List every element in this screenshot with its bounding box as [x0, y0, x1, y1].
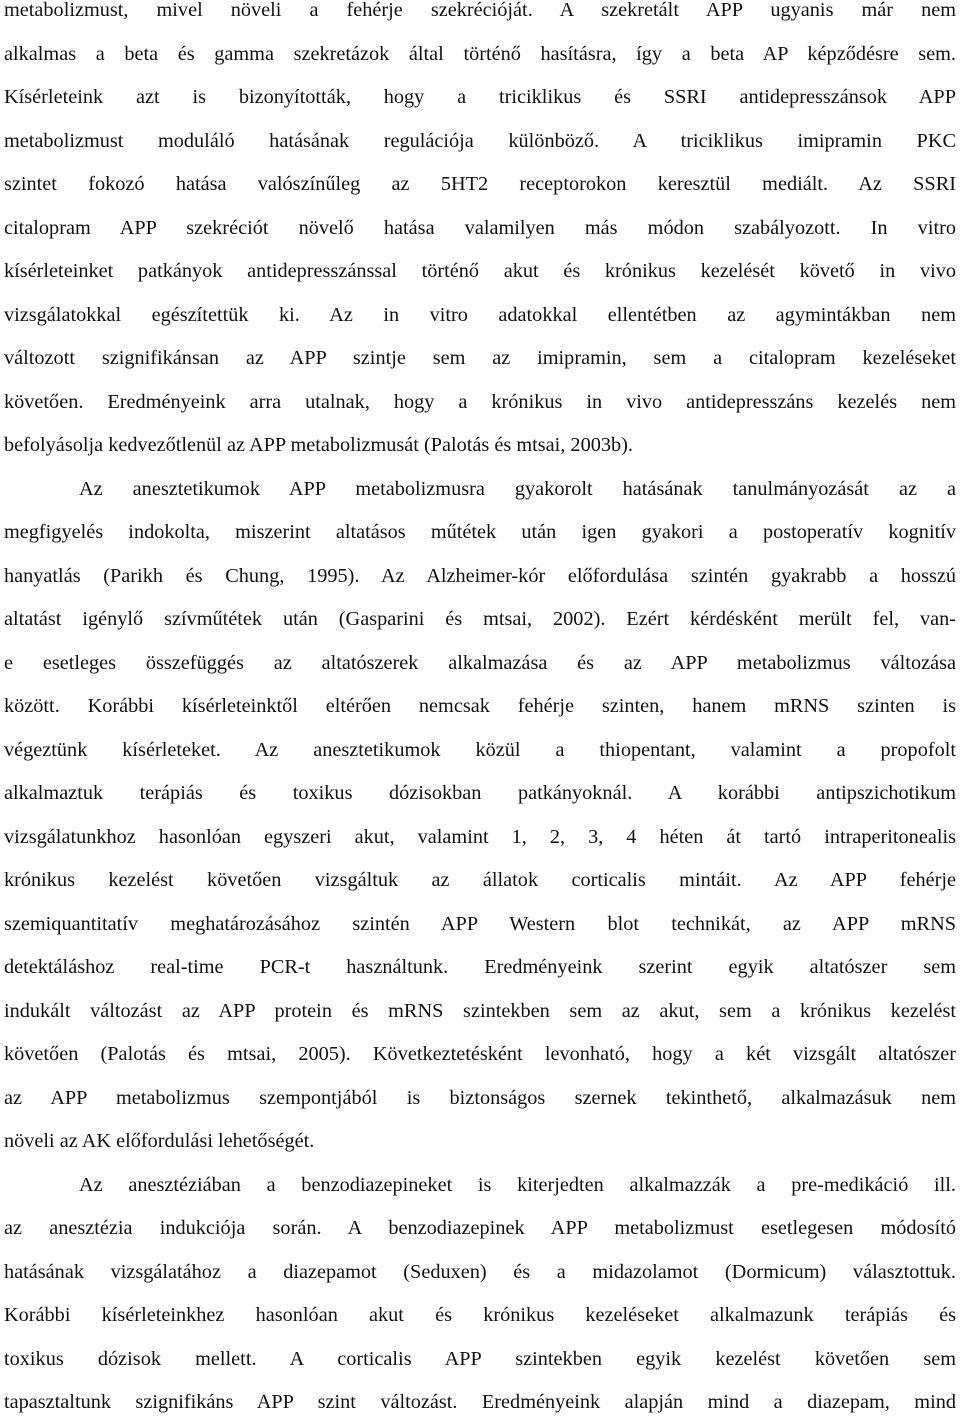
- text-line: követően. Eredményeink arra utalnak, hogy a krónikus in vivo antidepresszáns kezelés nem: [4, 390, 956, 413]
- text-line: befolyásolja kedvezőtlenül az APP metabolizmusát (Palotás és mtsai, 2003b).: [4, 434, 633, 456]
- text-line: változott szignifikánsan az APP szintje sem az imipramin, sem a citalopram kezeléseket: [4, 347, 956, 369]
- paragraph: [4, 468, 956, 1164]
- text-line: megfigyelés indokolta, miszerint altatásos műtétek után igen gyakori a postoperatív kognitív: [4, 521, 956, 543]
- document-page: [4, 0, 956, 1425]
- text-line: az anesztézia indukciója során. A benzodiazepinek APP metabolizmust esetlegesen módosító: [4, 1217, 956, 1239]
- text-line: hanyatlás (Parikh és Chung, 1995). Az Alzheimer-kór előfordulása szintén gyakrabb a hosszú: [4, 564, 956, 587]
- text-line: altatást igénylő szívműtétek után (Gasparini és mtsai, 2002). Ezért kérdésként merült fel, van-: [4, 608, 956, 630]
- text-line: indukált változást az APP protein és mRNS szintekben sem az akut, sem a krónikus kezelést: [4, 999, 956, 1022]
- text-line: krónikus kezelést követően vizsgáltuk az állatok corticalis mintáit. Az APP fehérje: [4, 869, 956, 891]
- text-line: metabolizmust moduláló hatásának regulációja különböző. A triciklikus imipramin PKC: [4, 129, 956, 152]
- paragraph: [4, 1164, 956, 1425]
- text-line: vizsgálatunkhoz hasonlóan egyszeri akut, valamint 1, 2, 3, 4 héten át tartó intraperitonealis: [4, 825, 956, 848]
- text-line: Kísérleteink azt is bizonyították, hogy a triciklikus és SSRI antidepresszánsok APP: [4, 86, 956, 108]
- paragraph: [4, 0, 956, 468]
- text-line: végeztünk kísérleteket. Az anesztetikumok közül a thiopentant, valamint a propofolt: [4, 738, 956, 761]
- text-line: követően (Palotás és mtsai, 2005). Következtetésként levonható, hogy a két vizsgált altatószer: [4, 1043, 956, 1065]
- text-line: tapasztaltunk szignifikáns APP szint változást. Eredményeink alapján mind a diazepam, mind: [4, 1391, 956, 1413]
- text-line: növeli az AK előfordulási lehetőségét.: [4, 1130, 315, 1152]
- text-line: között. Korábbi kísérleteinktől eltérően nemcsak fehérje szinten, hanem mRNS szinten is: [4, 695, 956, 717]
- text-line: alkalmaztuk terápiás és toxikus dózisokban patkányoknál. A korábbi antipszichotikum: [4, 782, 956, 804]
- text-line: toxikus dózisok mellett. A corticalis APP szintekben egyik kezelést követően sem: [4, 1347, 956, 1370]
- text-line: vizsgálatokkal egészítettük ki. Az in vitro adatokkal ellentétben az agymintákban nem: [4, 303, 956, 326]
- text-line: metabolizmust, mivel növeli a fehérje szekrécióját. A szekretált APP ugyanis már nem: [4, 0, 956, 21]
- text-line: e esetleges összefüggés az altatószerek alkalmazása és az APP metabolizmus változása: [4, 651, 956, 674]
- text-line: Korábbi kísérleteinkhez hasonlóan akut és krónikus kezeléseket alkalmazunk terápiás és: [4, 1304, 956, 1326]
- text-line: hatásának vizsgálatához a diazepamot (Seduxen) és a midazolamot (Dormicum) választottuk.: [4, 1260, 956, 1283]
- text-line: az APP metabolizmus szempontjából is biztonságos szernek tekinthető, alkalmazásuk nem: [4, 1086, 956, 1109]
- text-line: Az anesztetikumok APP metabolizmusra gyakorolt hatásának tanulmányozását az a: [79, 477, 956, 500]
- text-line: kísérleteinket patkányok antidepresszánssal történő akut és krónikus kezelését követő in vivo: [4, 260, 956, 282]
- text-line: szemiquantitatív meghatározásához szintén APP Western blot technikát, az APP mRNS: [4, 912, 956, 935]
- text-line: citalopram APP szekréciót növelő hatása valamilyen más módon szabályozott. In vitro: [4, 216, 956, 239]
- text-line: szintet fokozó hatása valószínűleg az 5HT2 receptorokon keresztül mediált. Az SSRI: [4, 173, 956, 195]
- text-line: Az anesztéziában a benzodiazepineket is kiterjedten alkalmazzák a pre-medikáció ill.: [79, 1173, 956, 1196]
- text-line: alkalmas a beta és gamma szekretázok által történő hasításra, így a beta AP képződésre sem.: [4, 42, 956, 65]
- text-line: detektáláshoz real-time PCR-t használtunk. Eredményeink szerint egyik altatószer sem: [4, 956, 956, 978]
